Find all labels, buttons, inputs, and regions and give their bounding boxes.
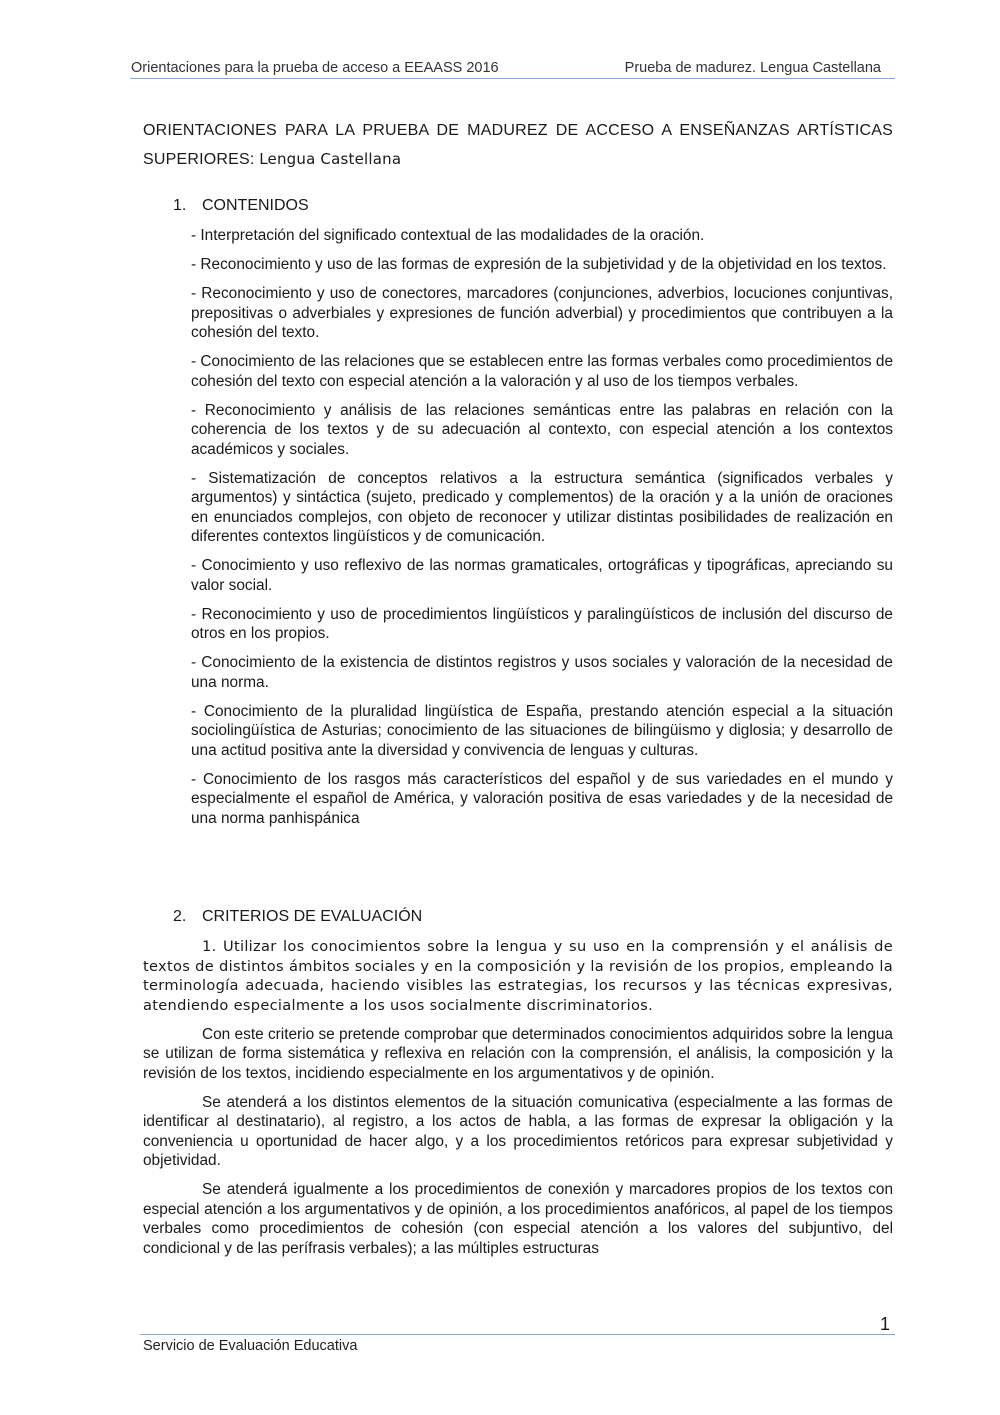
title-subject: Lengua Castellana xyxy=(259,150,402,168)
criterion-statement: 1. Utilizar los conocimientos sobre la lengua y su uso en la comprensión y el análisis de textos de distintos ámbitos sociales y en la composición y la revisión de los propios, empleando la terminología adecuada, haciendo visibles las estrategias, los recursos y las técnicas expresivas, atendiendo especialmente a los usos socialmente discriminatorios. xyxy=(143,938,893,1014)
list-item: - Conocimiento y uso reflexivo de las normas gramaticales, ortográficas y tipográficas, apreciando su valor social. xyxy=(191,557,893,594)
page-header xyxy=(130,60,895,80)
page-footer: Servicio de Evaluación Educativa xyxy=(143,1338,358,1354)
section-number: 2. xyxy=(173,908,187,925)
section-title: CONTENIDOS xyxy=(202,197,309,214)
title-main: ORIENTACIONES PARA LA PRUEBA DE MADUREZ DE ACCESO A ENSEÑANZAS ARTÍSTICAS SUPERIORES: xyxy=(143,122,893,168)
criterios-body xyxy=(143,937,893,1268)
paragraph: Se atenderá igualmente a los procedimientos de conexión y marcadores propios de los textos con especial atención a los argumentativos y de opinión, a los procedimientos anafóricos, al papel de los tiempos verbales como procedimientos de cohesión (con especial atención a los valores del subjuntivo, del condicional y de las perífrasis verbales); a las múltiples estructuras xyxy=(143,1181,893,1257)
list-item: - Reconocimiento y uso de conectores, marcadores (conjunciones, adverbios, locuciones conjuntivas, prepositivas o adverbiales y expresiones de función adverbial) y procedimientos que contribuyen a la cohesión del texto. xyxy=(191,285,893,341)
list-item: - Reconocimiento y uso de las formas de expresión de la subjetividad y de la objetividad en los textos. xyxy=(191,256,887,273)
paragraph: Con este criterio se pretende comprobar que determinados conocimientos adquiridos sobre la lengua se utilizan de forma sistemática y reflexiva en relación con la comprensión, el análisis, la composición y la revisión de los textos, incidiendo especialmente en los argumentativos y de opinión. xyxy=(143,1025,893,1082)
section-heading-contenidos xyxy=(173,197,309,215)
section-heading-criterios xyxy=(173,908,422,926)
list-item: - Conocimiento de la pluralidad lingüística de España, prestando atención especial a la situación sociolingüística de Asturias; conocimiento de las situaciones de bilingüismo y diglosia; y desarrollo de una actitud positiva ante la diversidad y convivencia de lenguas y culturas. xyxy=(191,702,893,759)
list-item: - Conocimiento de los rasgos más característicos del español y de sus variedades en el mundo y especialmente el español de América, y valoración positiva de esas variedades y de la necesidad de una norma panhispánica xyxy=(191,770,893,827)
footer-divider xyxy=(140,1334,895,1335)
section-number: 1. xyxy=(173,197,187,214)
list-item: - Interpretación del significado contextual de las modalidades de la oración. xyxy=(191,227,705,244)
list-item: - Reconocimiento y uso de procedimientos lingüísticos y paralingüísticos de inclusión del discurso de otros en los propios. xyxy=(191,605,893,642)
header-right-text: Prueba de madurez. Lengua Castellana xyxy=(624,60,881,76)
list-item: - Reconocimiento y análisis de las relaciones semánticas entre las palabras en relación con la coherencia de los textos y de su adecuación al contexto, con especial atención a los contextos académicos y sociales. xyxy=(191,401,893,458)
contenidos-list xyxy=(191,226,893,838)
paragraph: Se atenderá a los distintos elementos de la situación comunicativa (especialmente a las formas de identificar al destinatario), al registro, a los actos de habla, a las formas de expresar la obligación y la conveniencia u oportunidad de hacer algo, y a los procedimientos retóricos para expresar subjetividad y objetividad. xyxy=(143,1093,893,1169)
header-left-text: Orientaciones para la prueba de acceso a EEAASS 2016 xyxy=(131,60,499,76)
header-divider xyxy=(130,78,895,79)
page-number: 1 xyxy=(880,1314,891,1334)
list-item: - Conocimiento de las relaciones que se establecen entre las formas verbales como procedimientos de cohesión del texto con especial atención a la valoración y al uso de los tiempos verbales. xyxy=(191,353,893,390)
list-item: - Sistematización de conceptos relativos a la estructura semántica (significados verbales y argumentos) y sintáctica (sujeto, predicado y complementos) de la oración y a la unión de oraciones en enunciados complejos, con objeto de reconocer y utilizar distintas posibilidades de realización en diferentes contextos lingüísticos y de comunicación. xyxy=(191,469,893,545)
section-title: CRITERIOS DE EVALUACIÓN xyxy=(202,908,423,925)
list-item: - Conocimiento de la existencia de distintos registros y usos sociales y valoración de la necesidad de una norma. xyxy=(191,654,893,691)
document-title xyxy=(143,117,893,174)
